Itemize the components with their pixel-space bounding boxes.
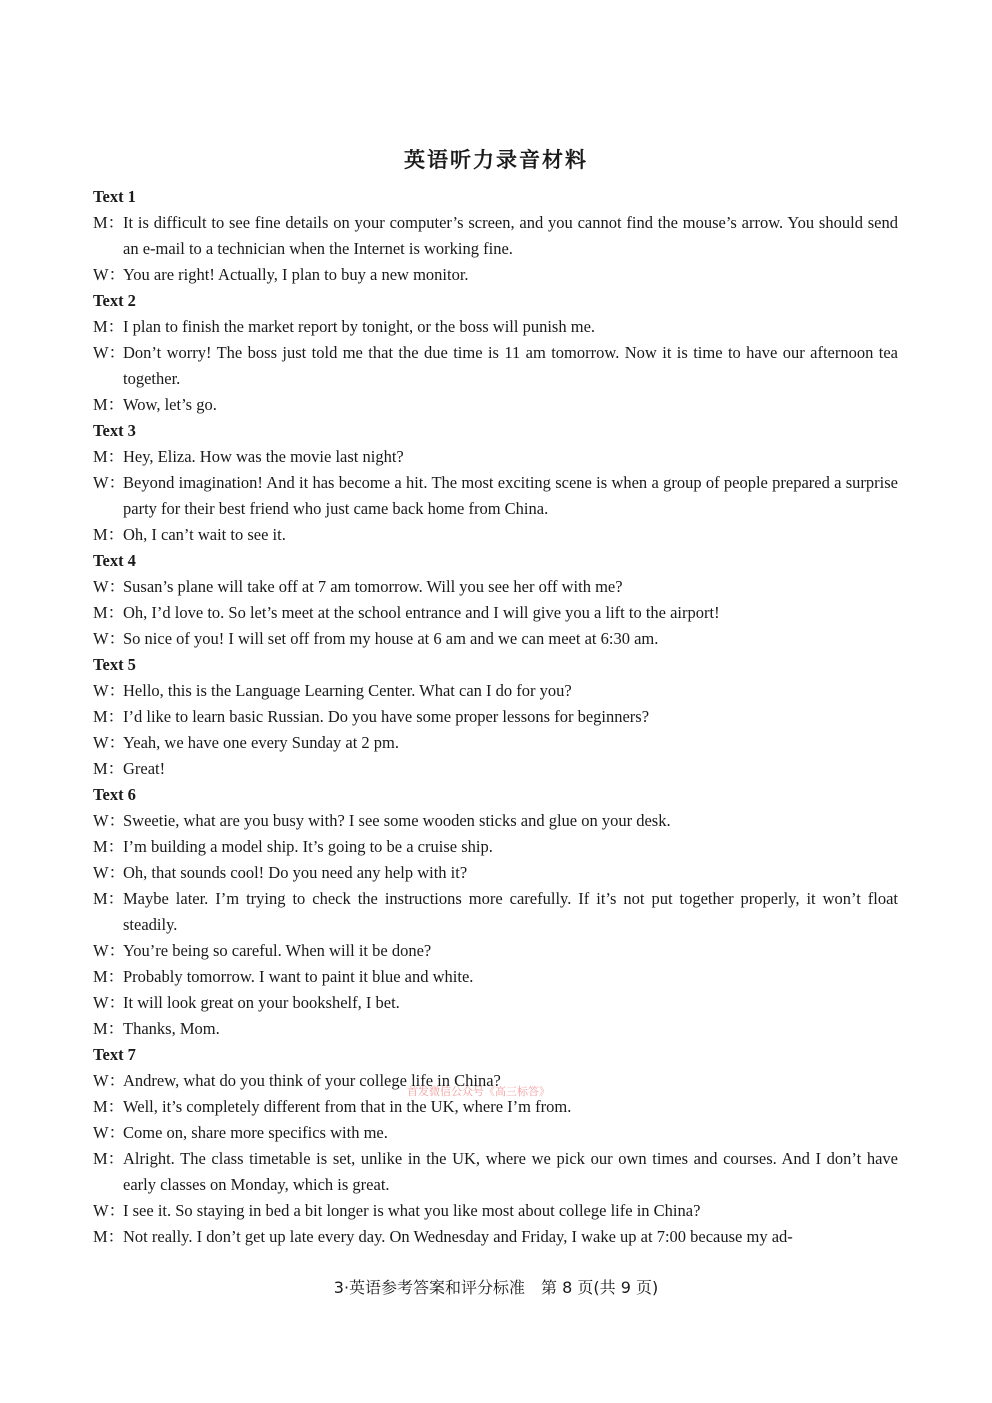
speaker-label: M： (93, 1097, 125, 1116)
dialogue-text: Alright. The class timetable is set, unlike in the UK, where we pick our own times and courses. And I don’t have early classes on Monday, which is great. (123, 1149, 898, 1194)
dialogue-line (93, 262, 898, 288)
dialogue-line (93, 392, 898, 418)
dialogue-line (93, 756, 898, 782)
dialogue-line (93, 860, 898, 886)
speaker-label: M： (93, 525, 125, 544)
dialogue-text: I’m building a model ship. It’s going to be a cruise ship. (123, 837, 493, 856)
speaker-label: W： (93, 863, 126, 882)
section-heading: Text 1 (93, 187, 136, 206)
dialogue-line (93, 574, 898, 600)
speaker-label: W： (93, 1201, 126, 1220)
speaker-label: W： (93, 993, 126, 1012)
section-heading: Text 4 (93, 551, 136, 570)
dialogue-text: Beyond imagination! And it has become a hit. The most exciting scene is when a group of people prepared a surprise party for their best friend who just came back home from China. (123, 473, 898, 518)
section-heading: Text 3 (93, 421, 136, 440)
section-heading: Text 7 (93, 1045, 136, 1064)
page-title: 英语听力录音材料 (404, 148, 588, 172)
speaker-label: M： (93, 707, 125, 726)
dialogue-text: Susan’s plane will take off at 7 am tomorrow. Will you see her off with me? (123, 577, 623, 596)
dialogue-text: Not really. I don’t get up late every day. On Wednesday and Friday, I wake up at 7:00 because my ad- (123, 1227, 793, 1246)
dialogue-text: I’d like to learn basic Russian. Do you have some proper lessons for beginners? (123, 707, 650, 726)
dialogue-line (93, 678, 898, 704)
dialogue-text: Come on, share more specifics with me. (123, 1123, 388, 1142)
speaker-label: W： (93, 629, 126, 648)
dialogue-text: Thanks, Mom. (123, 1019, 220, 1038)
dialogue-line (93, 522, 898, 548)
dialogue-line (93, 990, 898, 1016)
section-heading: Text 2 (93, 291, 136, 310)
speaker-label: M： (93, 447, 125, 466)
text-section (93, 548, 898, 652)
dialogue-line (93, 1224, 898, 1250)
text-section (93, 184, 898, 288)
speaker-label: M： (93, 603, 125, 622)
dialogue-line (93, 730, 898, 756)
dialogue-line (93, 1016, 898, 1042)
dialogue-line (93, 210, 898, 262)
speaker-label: M： (93, 1227, 125, 1246)
text-section (93, 782, 898, 1042)
dialogue-text: Probably tomorrow. I want to paint it blue and white. (123, 967, 474, 986)
dialogue-text: I plan to finish the market report by tonight, or the boss will punish me. (123, 317, 596, 336)
dialogue-line (93, 1198, 898, 1224)
page-footer: 3·英语参考答案和评分标准 第 8 页(共 9 页) (333, 1278, 659, 1297)
dialogue-text: Andrew, what do you think of your college life in China? (123, 1071, 501, 1090)
dialogue-text: You’re being so careful. When will it be done? (123, 941, 432, 960)
section-heading: Text 6 (93, 785, 136, 804)
speaker-label: M： (93, 213, 125, 232)
dialogue-text: Oh, I’d love to. So let’s meet at the school entrance and I will give you a lift to the airport! (123, 603, 720, 622)
dialogue-text: Oh, that sounds cool! Do you need any help with it? (123, 863, 468, 882)
speaker-label: M： (93, 889, 125, 908)
speaker-label: M： (93, 837, 125, 856)
speaker-label: W： (93, 941, 126, 960)
dialogue-line (93, 626, 898, 652)
dialogue-text: You are right! Actually, I plan to buy a new monitor. (123, 265, 469, 284)
dialogue-line (93, 938, 898, 964)
speaker-label: W： (93, 1123, 126, 1142)
dialogue-text: It is difficult to see fine details on your computer’s screen, and you cannot find the mouse’s arrow. You should send an e-mail to a technician when the Internet is working fine. (123, 213, 898, 258)
speaker-label: W： (93, 1071, 126, 1090)
speaker-label: W： (93, 343, 126, 362)
dialogue-line (93, 964, 898, 990)
speaker-label: W： (93, 733, 126, 752)
speaker-label: M： (93, 1019, 125, 1038)
dialogue-line (93, 808, 898, 834)
dialogue-text: Sweetie, what are you busy with? I see some wooden sticks and glue on your desk. (123, 811, 671, 830)
text-section (93, 652, 898, 782)
speaker-label: M： (93, 317, 125, 336)
speaker-label: W： (93, 473, 126, 492)
text-section (93, 288, 898, 418)
dialogue-text: It will look great on your bookshelf, I bet. (123, 993, 400, 1012)
dialogue-line (93, 834, 898, 860)
dialogue-line (93, 340, 898, 392)
dialogue-text: Oh, I can’t wait to see it. (123, 525, 286, 544)
dialogue-line (93, 1146, 898, 1198)
dialogue-text: Great! (123, 759, 166, 778)
dialogue-text: Wow, let’s go. (123, 395, 217, 414)
speaker-label: W： (93, 265, 126, 284)
dialogue-text: Hello, this is the Language Learning Center. What can I do for you? (123, 681, 572, 700)
dialogue-line (93, 314, 898, 340)
speaker-label: W： (93, 577, 126, 596)
text-section (93, 1042, 898, 1250)
speaker-label: M： (93, 1149, 125, 1168)
dialogue-line (93, 1120, 898, 1146)
dialogue-line (93, 444, 898, 470)
dialogue-line (93, 600, 898, 626)
watermark: 首发微信公众号《高三标答》 (407, 1085, 550, 1098)
speaker-label: W： (93, 811, 126, 830)
dialogue-line (93, 704, 898, 730)
dialogue-text: Well, it’s completely different from that in the UK, where I’m from. (123, 1097, 572, 1116)
speaker-label: M： (93, 759, 125, 778)
dialogue-text: Hey, Eliza. How was the movie last night? (123, 447, 404, 466)
dialogue-text: So nice of you! I will set off from my house at 6 am and we can meet at 6:30 am. (123, 629, 659, 648)
dialogue-line (93, 886, 898, 938)
speaker-label: M： (93, 395, 125, 414)
text-section (93, 418, 898, 548)
dialogue-text: I see it. So staying in bed a bit longer is what you like most about college life in China? (123, 1201, 701, 1220)
speaker-label: W： (93, 681, 126, 700)
section-heading: Text 5 (93, 655, 136, 674)
dialogue-text: Maybe later. I’m trying to check the instructions more carefully. If it’s not put together properly, it won’t float steadily. (123, 889, 898, 934)
dialogue-text: Don’t worry! The boss just told me that the due time is 11 am tomorrow. Now it is time to have our afternoon tea together. (123, 343, 898, 388)
dialogue-line (93, 470, 898, 522)
speaker-label: M： (93, 967, 125, 986)
dialogue-text: Yeah, we have one every Sunday at 2 pm. (123, 733, 400, 752)
